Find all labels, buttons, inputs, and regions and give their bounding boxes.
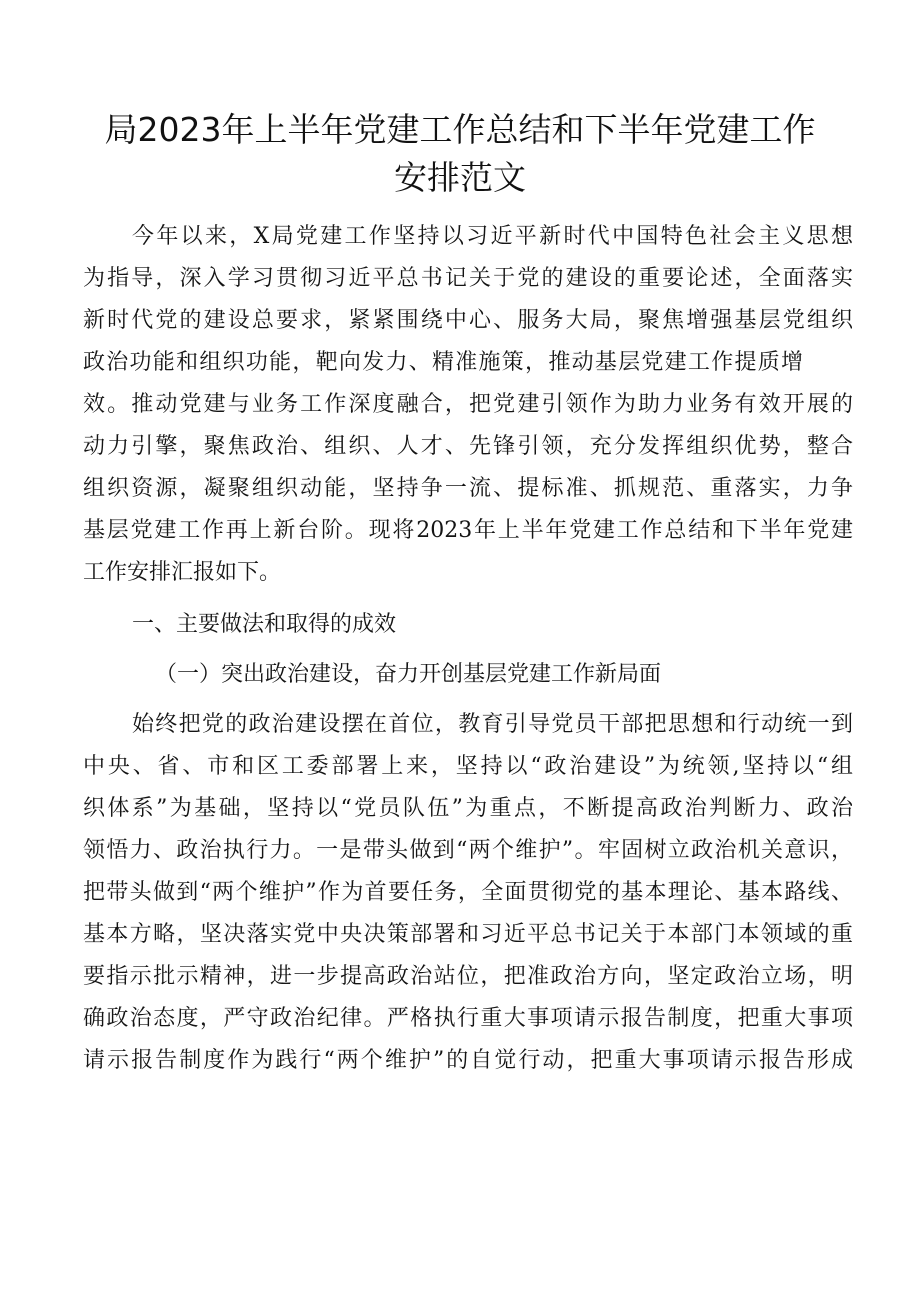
body-line: 织体系”为基础，坚持以“党员队伍”为重点，不断提高政治判断力、政治 <box>83 796 853 821</box>
intro-line: 工作安排汇报如下。 <box>83 560 282 585</box>
body-line: 领悟力、政治执行力。一是带头做到“两个维护”。牢固树立政治机关意识， <box>83 838 853 863</box>
intro-line: 组织资源，凝聚组织动能，坚持争一流、提标准、抓规范、重落实，力争 <box>83 476 853 501</box>
intro-line: 效。推动党建与业务工作深度融合，把党建引领作为助力业务有效开展的 <box>83 392 853 417</box>
document-title-line-1: 局2023年上半年党建工作总结和下半年党建工作 <box>104 110 816 149</box>
document-title-line-2: 安排范文 <box>394 158 526 197</box>
intro-line: 为指导，深入学习贯彻习近平总书记关于党的建设的重要论述，全面落实 <box>83 266 853 291</box>
intro-line: 政治功能和组织功能，靶向发力、精准施策，推动基层党建工作提质增 <box>83 350 803 375</box>
subsection-heading: （一）突出政治建设，奋力开创基层党建工作新局面 <box>155 662 662 687</box>
body-line: 确政治态度，严守政治纪律。严格执行重大事项请示报告制度，把重大事项 <box>83 1006 853 1031</box>
intro-line: 基层党建工作再上新台阶。现将2023年上半年党建工作总结和下半年党建 <box>83 518 853 543</box>
body-line: 基本方略，坚决落实党中央决策部署和习近平总书记关于本部门本领域的重 <box>83 922 853 947</box>
intro-line: 动力引擎，聚焦政治、组织、人才、先锋引领，充分发挥组织优势，整合 <box>83 434 853 459</box>
body-line: 中央、省、市和区工委部署上来，坚持以“政治建设”为统领,坚持以“组 <box>83 754 853 779</box>
body-line: 始终把党的政治建设摆在首位，教育引导党员干部把思想和行动统一到 <box>132 712 853 737</box>
body-line: 把带头做到“两个维护”作为首要任务，全面贯彻党的基本理论、基本路线、 <box>83 880 853 905</box>
body-line: 请示报告制度作为践行“两个维护”的自觉行动，把重大事项请示报告形成 <box>83 1048 853 1073</box>
section-heading: 一、主要做法和取得的成效 <box>132 612 397 637</box>
body-line: 要指示批示精神，进一步提高政治站位，把准政治方向，坚定政治立场，明 <box>83 964 853 989</box>
intro-line: 今年以来，X局党建工作坚持以习近平新时代中国特色社会主义思想 <box>132 224 853 249</box>
intro-line: 新时代党的建设总要求，紧紧围绕中心、服务大局，聚焦增强基层党组织 <box>83 308 853 333</box>
